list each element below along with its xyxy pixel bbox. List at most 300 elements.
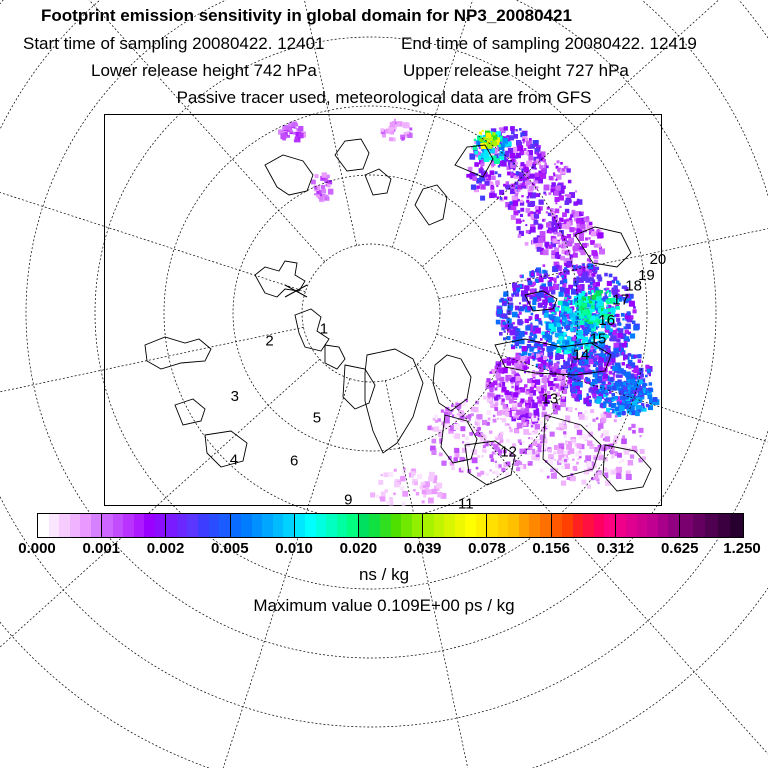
footprint-cell [322,172,327,177]
footprint-cell [568,180,572,184]
footprint-cell [631,424,635,428]
footprint-cell [504,152,509,157]
footprint-cell [546,211,548,213]
colorbar-tick-label: 0.010 [275,540,313,557]
footprint-cell [565,361,570,366]
footprint-cell [609,292,611,294]
footprint-cell [616,374,620,378]
footprint-cell [575,190,577,192]
footprint-cell [513,200,519,206]
footprint-cell [559,423,564,428]
footprint-cell [526,208,531,213]
footprint-cell [623,358,626,361]
footprint-cell [550,366,553,369]
footprint-cell [604,473,608,477]
footprint-cell [548,449,552,453]
coastline [145,337,211,369]
footprint-cell [477,472,481,476]
footprint-cell [298,126,303,131]
track-label: 17 [612,291,630,309]
footprint-cell [509,135,514,140]
footprint-cell [519,128,522,131]
footprint-cell [516,288,520,292]
footprint-cell [537,347,541,351]
footprint-cell [520,200,523,203]
colorbar-swatch [616,514,627,537]
footprint-cell [526,161,532,167]
colorbar-swatch [166,514,177,537]
footprint-cell [580,320,585,325]
footprint-cell [640,449,645,454]
footprint-cell [542,336,545,339]
footprint-cell [520,399,524,403]
footprint-cell [592,370,594,372]
footprint-cell [632,430,636,434]
footprint-cell [495,461,497,463]
footprint-cell [564,463,570,469]
colorbar [37,513,744,538]
footprint-cell [586,280,588,282]
footprint-cell [511,344,513,346]
lower-release-height-label: Lower release height 742 hPa [91,61,317,80]
footprint-cell [533,334,536,337]
footprint-cell [555,354,560,359]
colorbar-tick-label: 0.005 [211,540,249,557]
colorbar-swatch [219,514,230,537]
footprint-cell [513,210,518,215]
footprint-cell [514,363,519,368]
footprint-cell [523,429,529,435]
footprint-cell [561,309,564,312]
footprint-cell [316,194,319,197]
footprint-cell [632,321,636,325]
footprint-cell [561,380,564,383]
footprint-cell [576,462,579,465]
footprint-cell [540,469,544,473]
footprint-cell [554,191,559,196]
coastline [365,349,423,453]
footprint-cell [525,242,529,246]
footprint-cell [506,181,510,185]
footprint-cell [411,471,416,476]
footprint-cell [536,159,539,162]
footprint-cell [543,250,549,256]
footprint-cell [507,172,510,175]
footprint-cell [560,280,564,284]
footprint-cell [528,281,533,286]
footprint-cell [501,398,504,401]
footprint-cell [585,367,589,371]
footprint-cell [578,382,582,386]
footprint-cell [609,391,612,394]
track-label: 15 [589,330,607,348]
footprint-cell [624,450,629,455]
footprint-cell [583,398,589,404]
footprint-cell [532,282,536,286]
colorbar-segment [486,514,550,537]
footprint-cell [516,153,521,158]
footprint-cell [551,255,555,258]
footprint-cell [625,324,631,330]
footprint-cell [487,177,491,181]
footprint-cell [562,447,564,449]
footprint-cell [564,306,569,311]
footprint-cell [505,412,510,417]
footprint-cell [523,422,527,426]
footprint-cell [495,438,498,441]
footprint-cell [566,253,569,256]
footprint-cell [500,151,505,156]
footprint-cell [510,126,515,131]
footprint-cell [582,303,587,308]
end-time-label: End time of sampling 20080422. 12419 [401,34,697,53]
footprint-cell [579,236,584,241]
footprint-cell [489,454,493,458]
coastline [265,155,313,195]
footprint-cell [605,390,608,393]
footprint-cell [610,410,612,412]
footprint-cell [589,423,591,425]
footprint-cell [477,427,481,431]
coastline [415,185,447,225]
footprint-cell [565,340,570,345]
footprint-cell [454,448,459,453]
footprint-cell [472,457,478,463]
footprint-cell [522,346,527,351]
footprint-cell [474,407,479,412]
footprint-cell [475,422,478,425]
footprint-cell [525,391,528,394]
footprint-cell [560,355,565,360]
footprint-cell [552,239,557,244]
footprint-cell [535,206,539,210]
footprint-cell [530,174,535,179]
footprint-cell [514,359,516,361]
footprint-cell [321,189,326,194]
footprint-cell [613,277,617,281]
footprint-cell [474,451,478,455]
footprint-cell [622,435,625,438]
footprint-cell [587,300,589,302]
footprint-cell [593,252,598,257]
footprint-cell [513,392,518,397]
track-label: 14 [572,346,590,364]
footprint-cell [563,317,566,320]
footprint-cell [619,323,622,326]
footprint-cell [593,364,596,367]
footprint-cell [499,161,505,167]
footprint-cell [584,410,587,413]
footprint-cell [495,180,500,185]
footprint-cell [607,281,612,286]
footprint-cell [496,320,501,325]
footprint-cell [561,367,563,369]
footprint-cell [560,162,563,165]
footprint-cell [573,201,577,205]
footprint-cell [535,148,540,153]
colorbar-swatch [573,514,584,537]
footprint-cell [414,481,418,485]
footprint-cell [559,206,561,208]
footprint-cell [406,131,409,134]
footprint-cell [514,189,517,192]
footprint-cell [462,441,464,443]
footprint-cell [292,122,297,127]
footprint-cell [548,298,554,304]
colorbar-tick-label: 0.156 [532,540,570,557]
footprint-cell [479,147,481,149]
footprint-cell [571,476,576,481]
track-label: 5 [312,409,322,427]
footprint-cell [494,388,497,391]
footprint-cell [423,495,426,498]
footprint-cell [502,322,505,325]
track-label: 13 [541,390,559,408]
footprint-cell [548,192,551,195]
footprint-cell [520,221,522,223]
footprint-cell [581,325,584,328]
footprint-cell [490,186,494,190]
colorbar-swatch [38,514,49,537]
footprint-cell [597,472,600,475]
footprint-cell [590,324,595,329]
footprint-cell [474,162,479,167]
footprint-cell [379,497,381,499]
footprint-cell [633,309,637,313]
footprint-cell [551,250,555,254]
footprint-cell [477,185,480,188]
footprint-cell [506,439,510,443]
footprint-cell [502,418,507,423]
footprint-cell [469,432,473,436]
footprint-cell [549,176,553,180]
footprint-cell [497,418,499,420]
colorbar-segment [422,514,486,537]
colorbar-tick-label: 0.000 [18,540,56,557]
footprint-cell [571,439,575,443]
footprint-cell [525,319,529,323]
footprint-cell [556,323,561,328]
footprint-cell [579,397,582,400]
footprint-cell [298,137,300,139]
footprint-cell [390,122,395,127]
footprint-cell [513,371,516,374]
footprint-cell [489,469,492,472]
footprint-cell [495,373,500,378]
footprint-cell [543,264,546,267]
footprint-cell [621,459,624,462]
footprint-cell [509,201,513,205]
footprint-cell [648,388,651,391]
footprint-cell [538,237,544,243]
colorbar-swatch [380,514,391,537]
footprint-cell [495,171,498,174]
footprint-cell [603,430,609,436]
footprint-cell [629,301,635,307]
footprint-cell [567,241,572,246]
footprint-cell [488,396,491,399]
footprint-cell [451,467,454,470]
footprint-cell [522,441,524,443]
colorbar-swatch [295,514,306,537]
footprint-cell [564,451,568,455]
footprint-cell [522,139,525,142]
footprint-cell [544,387,546,389]
track-label: 12 [500,443,517,461]
footprint-cell [432,489,437,494]
coastline [175,399,205,425]
footprint-cell [519,331,525,337]
footprint-cell [588,237,590,239]
footprint-cell [521,362,524,365]
tracer-note: Passive tracer used, meteorological data are from GFS [176,88,592,107]
footprint-cell [512,159,515,162]
footprint-cell [515,129,517,131]
footprint-cell [520,449,525,454]
footprint-cell [562,345,567,350]
footprint-cell [533,441,538,446]
footprint-cell [551,312,553,314]
footprint-cell [554,459,556,461]
footprint-cell [606,413,611,418]
footprint-cell [512,403,516,407]
footprint-cell [535,173,540,178]
footprint-cell [609,294,612,297]
footprint-cell [525,181,530,186]
footprint-cell [613,348,619,354]
upper-release-height-label: Upper release height 727 hPa [403,61,629,80]
footprint-cell [507,305,513,311]
footprint-cell [562,322,567,327]
footprint-cell [587,258,590,261]
footprint-cell [575,408,577,410]
footprint-cell [490,404,494,408]
footprint-cell [493,415,496,418]
footprint-cell [519,302,521,304]
footprint-cell [504,126,508,130]
footprint-cell [531,270,534,273]
footprint-cell [507,297,510,300]
footprint-cell [508,324,513,329]
footprint-cell [531,455,536,460]
footprint-cell [569,217,572,220]
colorbar-swatch [718,514,731,537]
footprint-cell [472,176,477,181]
footprint-cell [576,264,578,266]
colorbar-tick-label: 0.625 [660,540,699,557]
footprint-cell [476,467,479,470]
footprint-cell [569,227,574,232]
footprint-cell [536,212,538,214]
footprint-cell [282,133,287,138]
footprint-cell [544,185,550,191]
footprint-cell [529,319,531,321]
footprint-cell [645,375,647,377]
footprint-cell [592,419,595,422]
colorbar-segment [679,514,743,537]
footprint-cell [543,306,546,309]
footprint-cell [556,427,559,430]
footprint-cell [593,283,596,286]
footprint-cell [553,451,556,454]
footprint-cell [647,369,651,373]
footprint-cell [549,226,551,228]
footprint-cell [590,387,593,390]
footprint-cell [520,306,523,309]
footprint-cell [622,318,624,320]
footprint-cell [581,370,584,373]
footprint-cell [528,400,531,403]
track-label: 18 [625,277,642,295]
footprint-cell [487,410,492,415]
footprint-cell [572,212,574,214]
footprint-cell [546,165,549,168]
footprint-cell [516,226,520,230]
footprint-cell [567,327,570,330]
colorbar-swatch [113,514,124,537]
footprint-cell [648,394,653,399]
footprint-cell [486,378,490,382]
latitude-circle [302,244,440,382]
footprint-cell [525,224,527,226]
footprint-cell [649,382,653,386]
footprint-cell [555,307,559,311]
footprint-cell [611,470,616,475]
colorbar-tick-label: 0.078 [468,540,506,557]
footprint-cell [511,131,515,135]
footprint-cell [491,176,493,178]
footprint-cell [614,435,619,440]
footprint-cell [524,285,530,291]
colorbar-swatch [59,514,70,537]
footprint-cell [518,403,523,408]
footprint-cell [590,277,594,281]
footprint-cell [555,209,560,214]
footprint-cell [428,498,434,504]
footprint-cell [598,423,604,429]
footprint-cell [558,301,562,305]
footprint-cell [546,425,549,428]
footprint-cell [490,401,493,404]
footprint-cell [533,294,535,296]
footprint-cell [525,151,529,155]
footprint-cell [381,128,385,132]
footprint-cell [530,406,532,408]
footprint-cell [534,416,536,418]
footprint-cell [556,265,560,269]
track-label: 11 [458,495,474,513]
colorbar-swatch [693,514,706,537]
coastline [343,365,375,409]
footprint-cell [582,310,587,315]
footprint-cell [516,140,521,145]
footprint-cell [482,420,487,425]
footprint-cell [640,435,642,437]
footprint-cell [501,157,503,159]
footprint-cell [525,178,528,181]
footprint-map [105,115,667,513]
footprint-cell [548,213,552,217]
footprint-cell [542,219,544,221]
colorbar-swatch [283,514,294,537]
footprint-cell [486,133,491,138]
footprint-cell [543,159,546,162]
footprint-cell [532,356,535,359]
footprint-cell [543,375,547,379]
footprint-cell [637,354,641,358]
footprint-cell [625,372,631,378]
footprint-cell [622,343,627,348]
